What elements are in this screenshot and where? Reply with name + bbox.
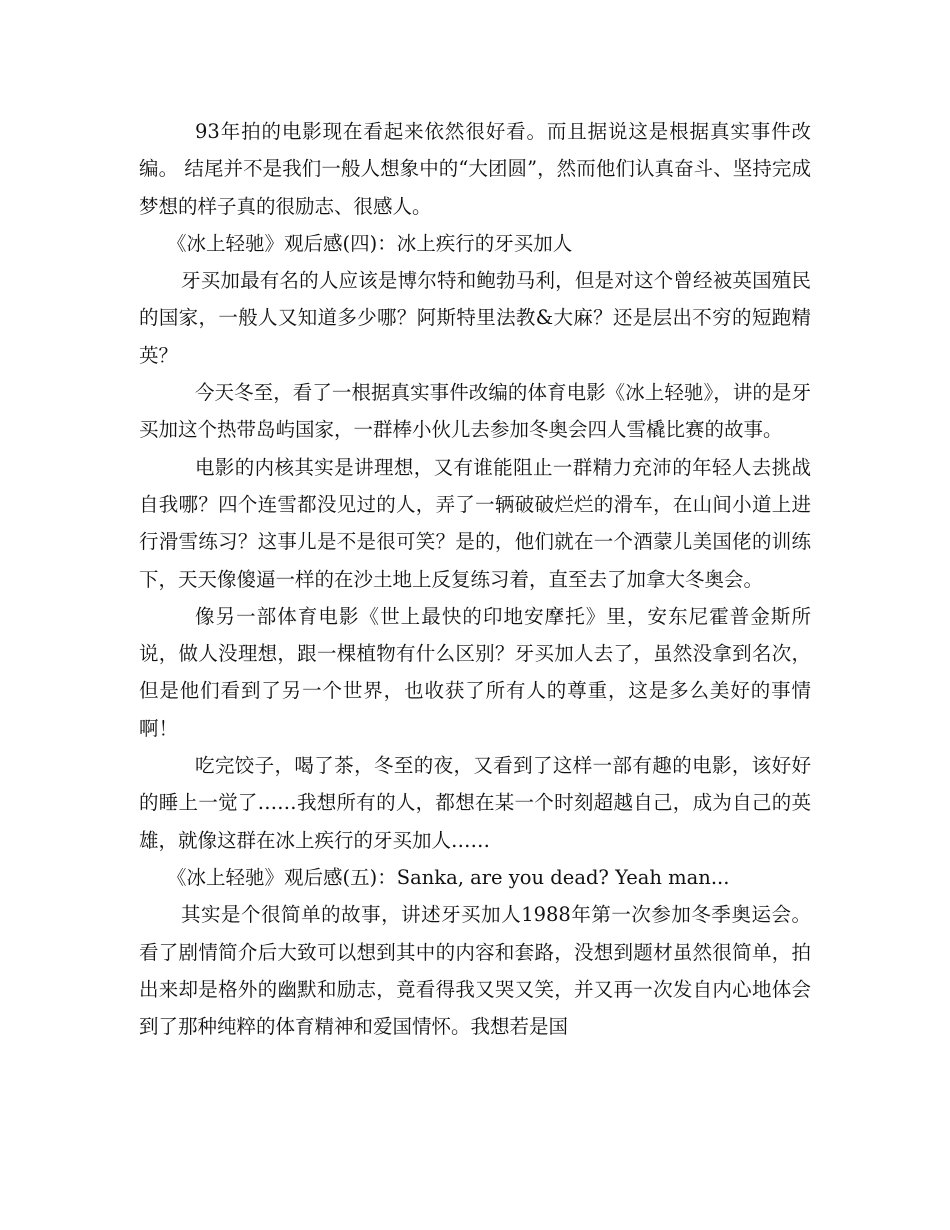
section-heading: 《冰上轻驰》观后感(五)：Sanka, are you dead? Yeah man...	[167, 865, 730, 889]
paragraph: 93年拍的电影现在看起来依然很好看。而且据说这是根据真实事件改编。 结尾并不是我们一般人想象中的“大团圆”，然而他们认真奋斗、坚持完成梦想的样子真的很励志、很感人。	[139, 120, 811, 218]
document-body	[139, 113, 811, 1045]
paragraph: 电影的内核其实是讲理想，又有谁能阻止一群精力充沛的年轻人去挑战自我哪？四个连雪都没见过的人，弄了一辆破破烂烂的滑车，在山间小道上进行滑雪练习？这事儿是不是很可笑？是的，他们就在一个酒蒙儿美国佬的训练下，天天像傻逼一样的在沙土地上反复练习着，直至去了加拿大冬奥会。	[139, 455, 811, 591]
paragraph: 像另一部体育电影《世上最快的印地安摩托》里，安东尼霍普金斯所说，做人没理想，跟一棵植物有什么区别？牙买加人去了，虽然没拿到名次，但是他们看到了另一个世界，也收获了所有人的尊重，这是多么美好的事情啊！	[139, 604, 811, 740]
paragraph: 其实是个很简单的故事，讲述牙买加人1988年第一次参加冬季奥运会。看了剧情简介后大致可以想到其中的内容和套路，没想到题材虽然很简单，拍出来却是格外的幽默和励志，竟看得我又哭又笑，并又再一次发自内心地体会到了那种纯粹的体育精神和爱国情怀。我想若是国	[139, 903, 811, 1039]
paragraph: 牙买加最有名的人应该是博尔特和鲍勃马利，但是对这个曾经被英国殖民的国家，一般人又知道多少哪？阿斯特里法教&大麻？还是层出不穷的短跑精英？	[139, 269, 811, 367]
paragraph: 吃完饺子，喝了茶，冬至的夜，又看到了这样一部有趣的电影，该好好的睡上一觉了……我想所有的人，都想在某一个时刻超越自己，成为自己的英雄，就像这群在冰上疾行的牙买加人……	[139, 754, 811, 852]
paragraph: 今天冬至，看了一根据真实事件改编的体育电影《冰上轻驰》，讲的是牙买加这个热带岛屿国家，一群棒小伙儿去参加冬奥会四人雪橇比赛的故事。	[139, 381, 811, 442]
section-heading: 《冰上轻驰》观后感(四)：冰上疾行的牙买加人	[167, 231, 573, 255]
